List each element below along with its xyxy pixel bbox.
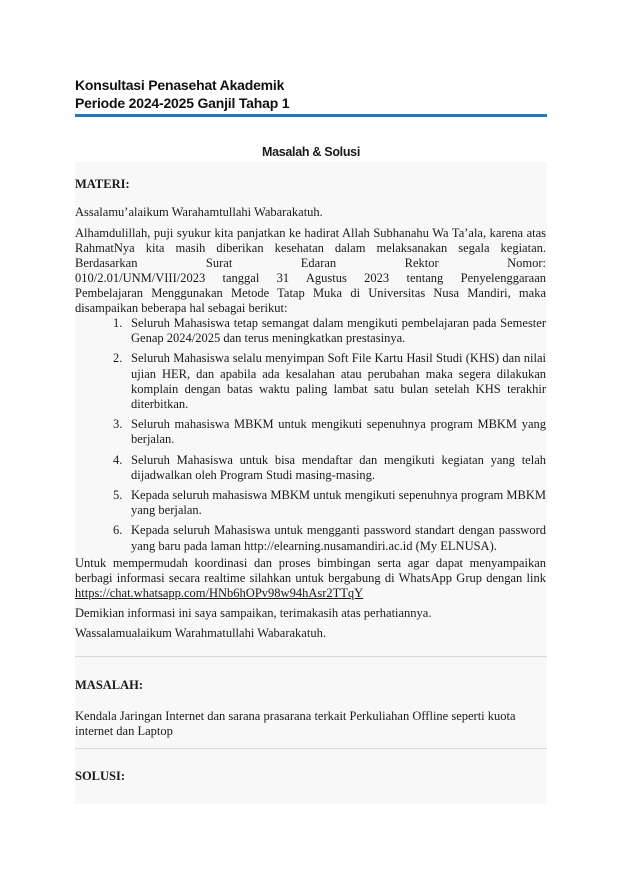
list-item: [75, 417, 546, 447]
intro-line-4: 010/2.01/UNM/VIII/2023 tanggal 31 Agustus 2023 tentang Penyelenggaraan: [75, 271, 546, 285]
list-item-text: Kepada seluruh Mahasiswa untuk mengganti password standart dengan password yang baru pada laman http://elearning.nusamandiri.ac.id (My ELNUSA).: [131, 523, 546, 553]
list-item-number: 5.: [113, 488, 123, 503]
list-item-text: Seluruh Mahasiswa untuk bisa mendaftar dan mengikuti kegiatan yang telah dijadwalkan oleh Program Studi masing-masing.: [131, 452, 546, 482]
list-item-text: Kepada seluruh mahasiswa MBKM untuk mengikuti sepenuhnya program MBKM yang berjalan.: [131, 488, 546, 518]
intro-line-5: Pembelajaran Menggunakan Metode Tatap Muka di Universitas Nusa Mandiri, maka: [75, 286, 546, 300]
coordination-paragraph: [75, 556, 546, 602]
list-item-text: Seluruh Mahasiswa tetap semangat dalam mengikuti pembelajaran pada Semester Genap 2024/2025 dan terus meningkatkan prestasinya.: [131, 316, 546, 346]
divider: [75, 656, 547, 657]
coordination-text: Untuk mempermudah koordinasi dan proses bimbingan serta agar dapat menyampaikan berbagi informasi secara realtime silahkan untuk bergabung di WhatsApp Grup dengan link: [75, 556, 546, 586]
intro-line-2: RahmatNya kita masih diberikan kesehatan dalam melaksanakan segala kegiatan.: [75, 241, 546, 255]
list-item-text: Seluruh Mahasiswa selalu menyimpan Soft File Kartu Hasil Studi (KHS) dan nilai ujian HER, dan apabila ada kesalahan atau perubahan maka segera dilakukan komplain dengan batas waktu paling lambat satu bulan setelah KHS terakhir diterbitkan.: [131, 351, 546, 412]
section-title: Masalah & Solusi: [261, 145, 360, 159]
masalah-label: MASALAH:: [75, 678, 144, 692]
header-title: Konsultasi Penasehat Akademik: [75, 77, 285, 93]
document-header: [75, 76, 547, 117]
list-item: [75, 488, 546, 518]
list-item-number: 4.: [113, 452, 123, 467]
list-item: [75, 316, 546, 346]
list-item-number: 1.: [113, 316, 123, 330]
divider: [75, 748, 547, 749]
closing-text: Demikian informasi ini saya sampaikan, terimakasih atas perhatiannya.: [75, 606, 432, 620]
masalah-text: Kendala Jaringan Internet dan sarana prasarana terkait Perkuliahan Offline seperti kuota internet dan Laptop: [75, 709, 516, 739]
list-item-number: 2.: [113, 351, 123, 366]
intro-line-3: Berdasarkan Surat Edaran Rektor Nomor:: [75, 256, 546, 270]
list-item: [75, 523, 546, 553]
list-item-number: 6.: [113, 523, 123, 538]
whatsapp-group-link[interactable]: https://chat.whatsapp.com/HNb6hOPv98w94hAsr2TTqY: [75, 586, 364, 601]
intro-line-1: Alhamdulillah, puji syukur kita panjatkan ke hadirat Allah Subhanahu Wa Ta’ala, karena atas: [75, 226, 546, 240]
solusi-label: SOLUSI:: [75, 769, 126, 783]
materi-label: MATERI:: [75, 177, 130, 191]
solusi-panel: [75, 749, 547, 804]
list-item: [75, 453, 546, 483]
list-item-text: Seluruh mahasiswa MBKM untuk mengikuti sepenuhnya program MBKM yang berjalan.: [131, 417, 546, 447]
intro-line-6: disampaikan beberapa hal sebagai berikut:: [75, 301, 288, 315]
header-rule: [75, 114, 547, 117]
instruction-list: [75, 316, 546, 559]
list-item-number: 3.: [113, 417, 123, 432]
list-item: [75, 351, 546, 412]
greeting-text: Assalamu’alaikum Warahamtullahi Wabarakatuh.: [75, 205, 323, 219]
farewell-text: Wassalamualaikum Warahmatullahi Wabarakatuh.: [75, 626, 326, 640]
header-period: Periode 2024-2025 Ganjil Tahap 1: [75, 95, 290, 111]
